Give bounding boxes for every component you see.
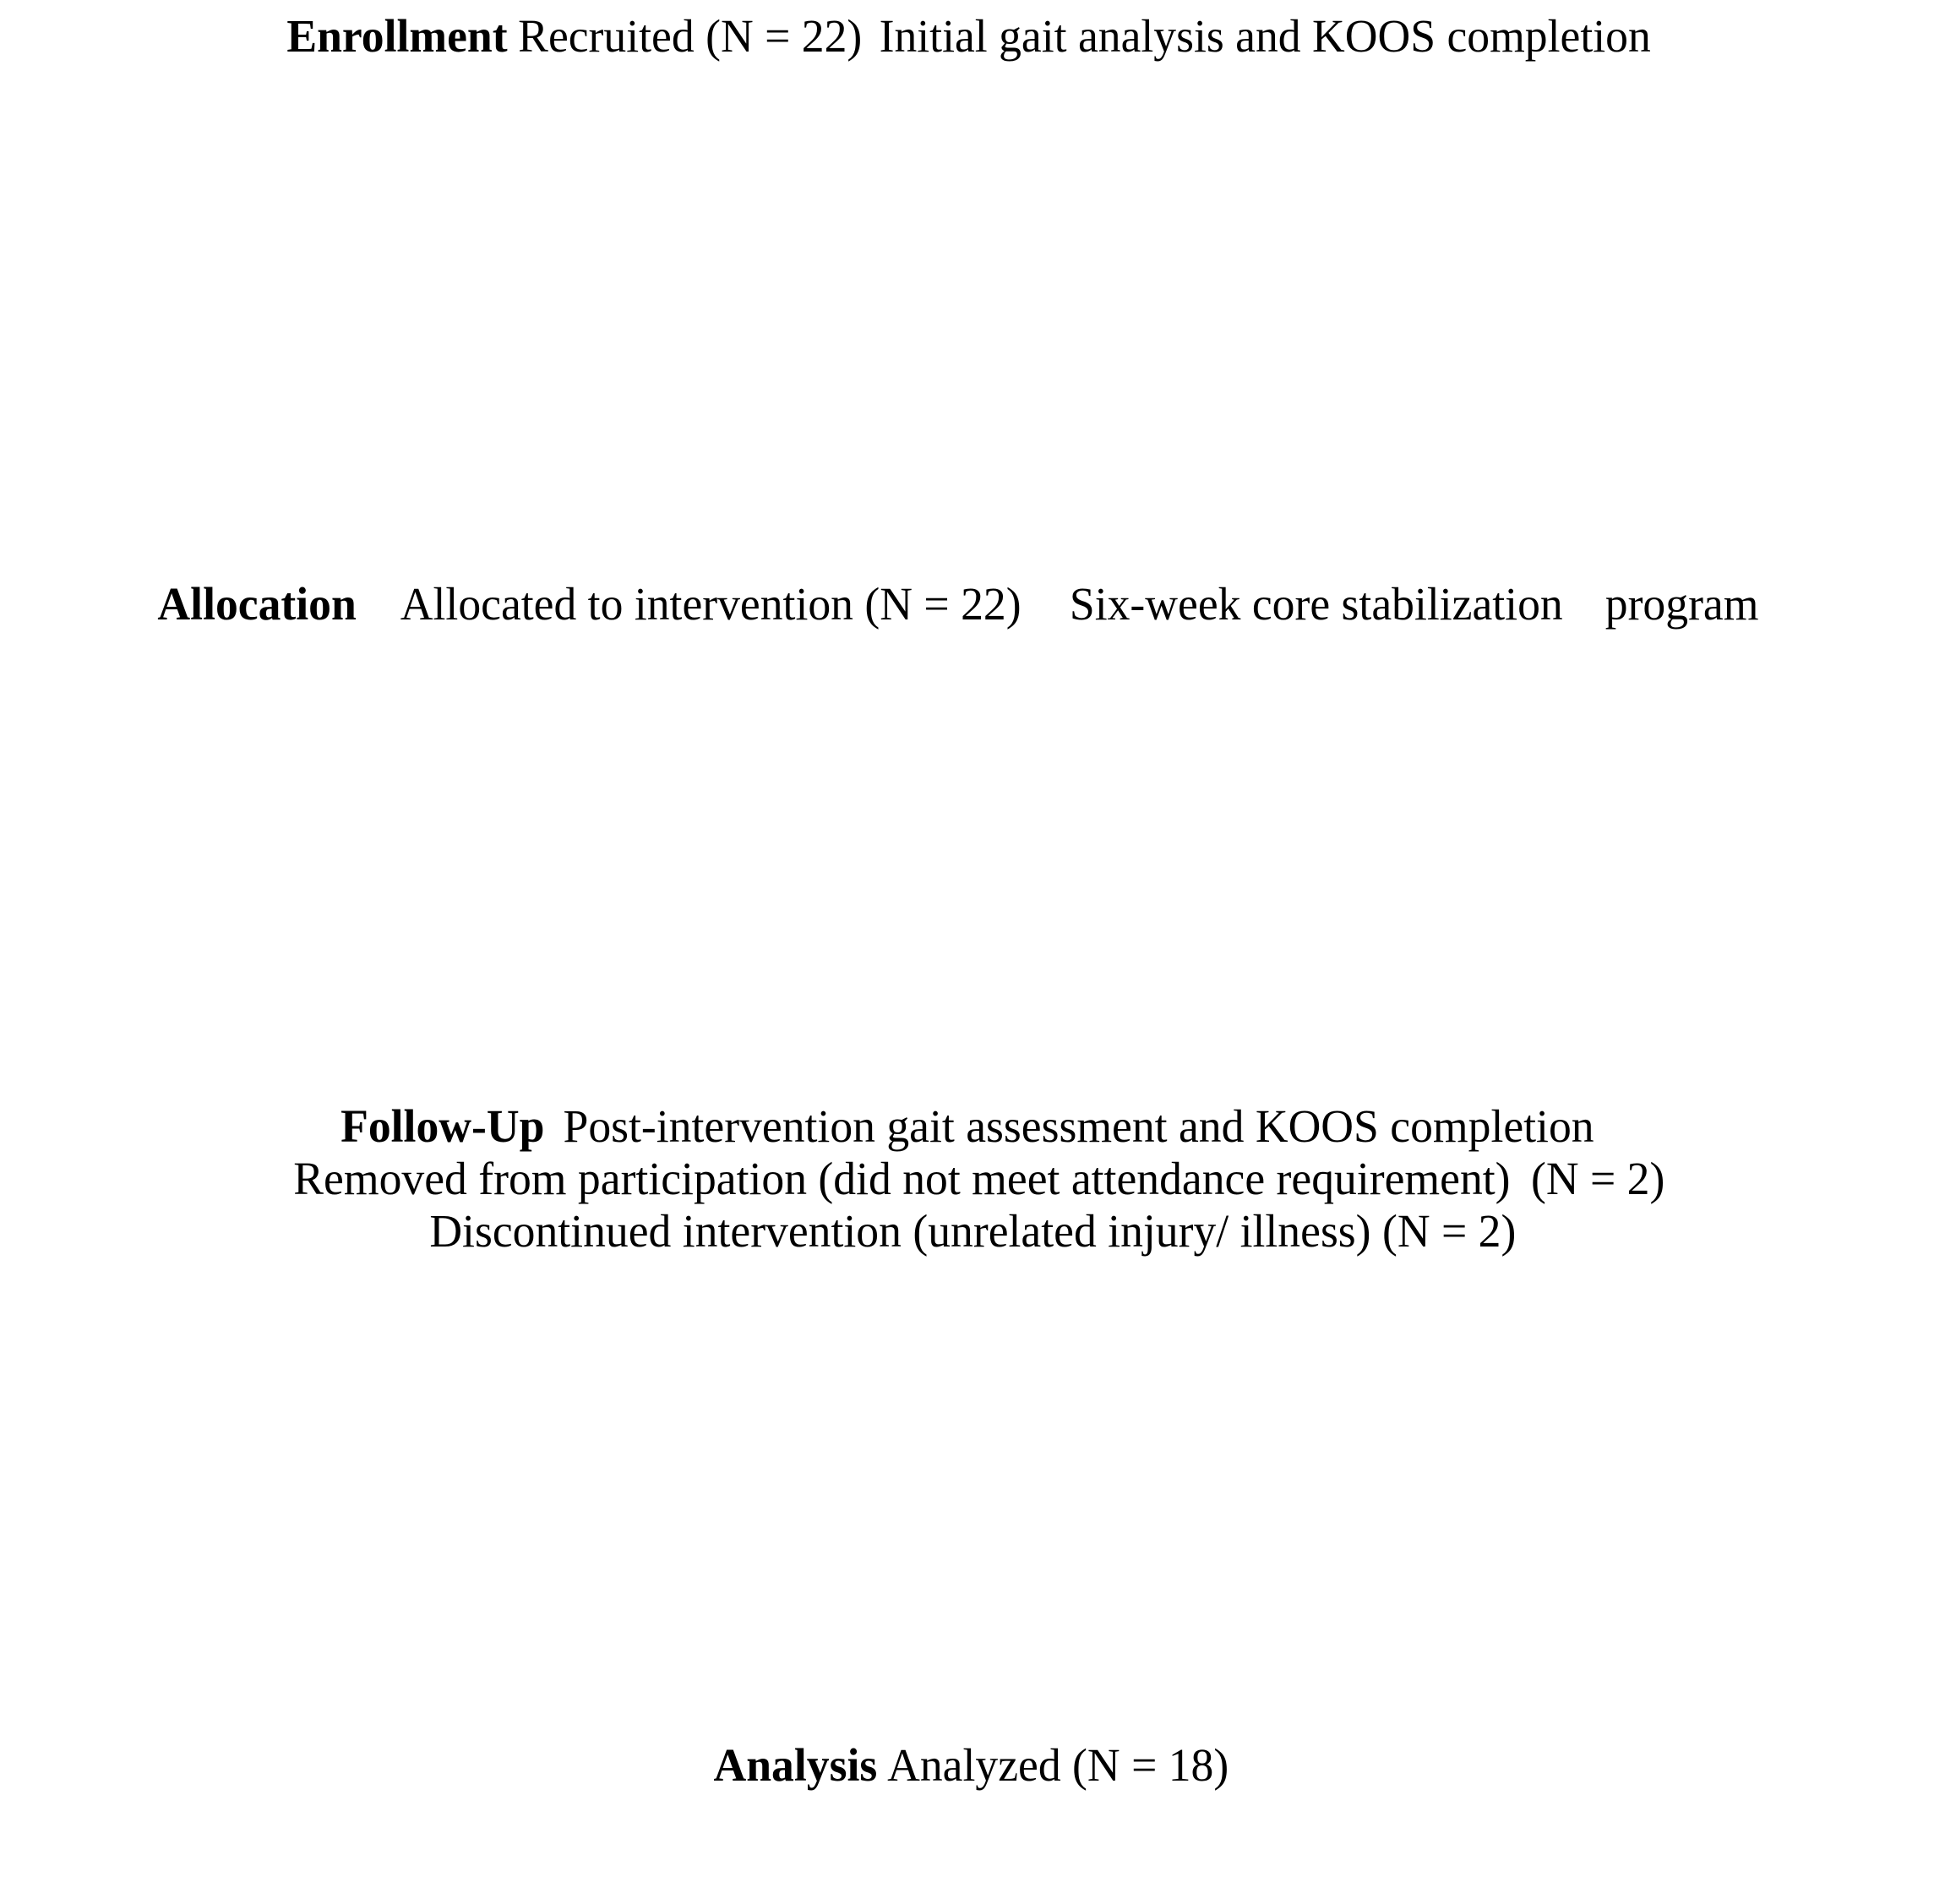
stage-line-allocation-1: Six-week core stabilization: [1069, 578, 1563, 630]
stage-heading-followup: Follow-Up: [340, 1100, 545, 1152]
stage-line-enrollment-1: Initial gait analysis and KOOS completion: [880, 10, 1652, 62]
stage-line-allocation-2: program: [1604, 578, 1759, 630]
stage-heading-enrollment: Enrollment: [286, 10, 508, 62]
flow-stage-analysis: [0, 1739, 1945, 1792]
stage-line-followup-0: Post-intervention gait assessment and KOOS completion: [563, 1100, 1594, 1152]
stage-line-enrollment-0: Recruited (N = 22): [518, 10, 863, 62]
flow-stage-allocation: [0, 578, 1945, 630]
stage-heading-allocation: Allocation: [157, 578, 357, 630]
stage-line-followup-2: (N = 2): [1531, 1153, 1665, 1204]
stage-line-allocation-0: Allocated to intervention (N = 22): [400, 578, 1022, 630]
stage-heading-analysis: Analysis: [713, 1739, 878, 1791]
flow-stage-followup: [0, 1100, 1945, 1258]
stage-line-analysis-0: Analyzed (N = 18): [887, 1739, 1229, 1791]
stage-line-followup-3: Discontinued intervention (unrelated injury/ illness) (N = 2): [428, 1205, 1516, 1257]
stage-line-followup-1: Removed from participation (did not meet attendance requirement): [293, 1153, 1511, 1204]
flow-stage-enrollment: [0, 10, 1945, 63]
